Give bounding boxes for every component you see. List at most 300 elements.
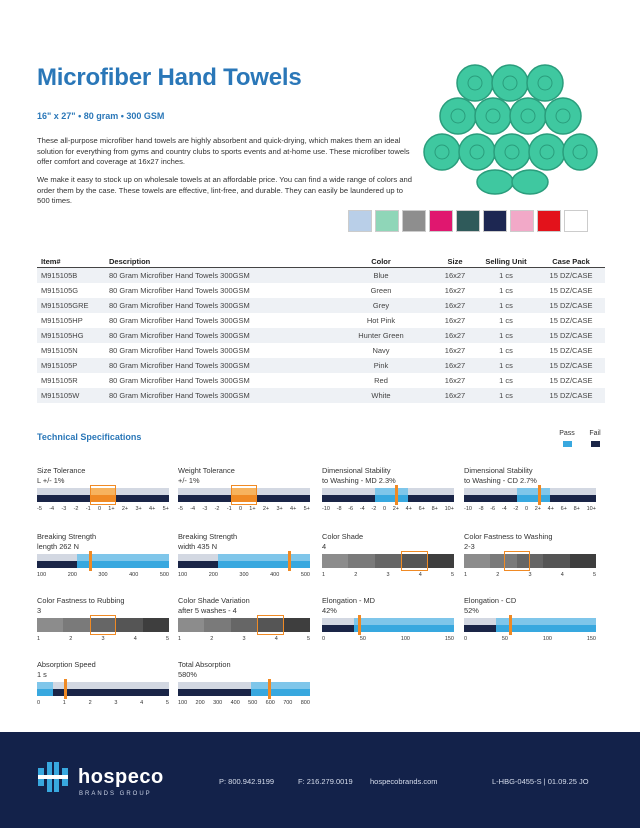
table-cell: 15 DZ/CASE [549,286,593,295]
bar-segment [218,554,310,568]
table-cell: 15 DZ/CASE [549,316,593,325]
spec-ticks [37,700,169,706]
tick-label: 2 [88,700,92,706]
tick-label: -6 [348,506,354,512]
tick-label: 1 [37,636,41,642]
bar-segment [354,618,454,632]
tick-label: 100 [542,636,552,642]
bar-segment [116,488,169,502]
tick-label: 5+ [303,506,310,512]
tick-label: 0 [382,506,387,512]
table-row [37,373,605,388]
tick-label: 150 [586,636,596,642]
bar-segment [178,554,218,568]
bar-segment [375,554,401,568]
value-marker [395,485,398,505]
spec-bar [464,618,596,632]
tick-label: 300 [98,572,108,578]
bar-segment [116,618,142,632]
spec-ticks [322,636,454,642]
bar-segment [517,488,550,502]
color-swatch [564,210,588,232]
tick-label: 4+ [547,506,554,512]
tick-label: 1 [464,572,468,578]
brand-subtitle: BRANDS GROUP [79,791,152,797]
tick-label: -4 [190,506,196,512]
bar-segment [63,618,89,632]
bar-segment [570,554,596,568]
tick-label: 4 [274,636,278,642]
table-cell: 80 Gram Microfiber Hand Towels 300GSM [109,286,250,295]
spec-gauge [464,532,596,578]
tick-label: -5 [37,506,42,512]
spec-ticks [322,506,454,512]
brand-name: hospeco [78,766,164,788]
tick-label: 2 [496,572,500,578]
tick-label: 8+ [431,506,438,512]
column-header: Size [447,257,463,266]
table-cell: 15 DZ/CASE [549,301,593,310]
bar-segment [322,488,375,502]
table-cell: M915105HG [41,331,84,340]
table-row [37,388,605,403]
table-row [37,343,605,358]
color-swatch [537,210,561,232]
spec-gauge [178,532,310,578]
spec-label: Elongation - CD 52% [464,596,517,615]
spec-ticks [178,572,310,578]
table-cell: M915105R [41,376,78,385]
bar-segment [257,488,310,502]
table-row [37,283,605,298]
bar-segment [37,618,63,632]
table-cell: M915105HP [41,316,83,325]
table-cell: M915105W [41,391,80,400]
spec-ticks [322,572,454,578]
bar-segment [37,554,77,568]
table-cell: 80 Gram Microfiber Hand Towels 300GSM [109,361,250,370]
column-header: Case Pack [552,257,590,266]
color-swatch [375,210,399,232]
tick-label: 3 [101,636,105,642]
tick-label: 3+ [135,506,142,512]
spec-bar [37,618,169,632]
tick-label: -1 [226,506,232,512]
table-row [37,358,605,373]
column-header: Selling Unit [485,257,527,266]
tick-label: 2 [354,572,358,578]
spec-ticks [37,636,169,642]
tick-label: 6+ [560,506,567,512]
spec-ticks [178,506,310,512]
spec-gauge [322,596,454,642]
table-cell: Navy [372,346,390,355]
tick-label: 3+ [276,506,283,512]
tick-label: 1+ [249,506,256,512]
table-cell: M915105GRE [41,301,89,310]
table-cell: 1 cs [499,316,513,325]
tick-label: -10 [322,506,330,512]
bar-segment [53,682,169,696]
table-cell: 16x27 [444,301,466,310]
tick-label: 800 [300,700,310,706]
tick-label: 2+ [262,506,270,512]
table-cell: Hunter Green [358,331,404,340]
bar-segment [284,618,310,632]
tick-label: 500 [159,572,169,578]
towel-stack-image [420,60,598,195]
tick-label: 4 [560,572,564,578]
table-cell: 15 DZ/CASE [549,391,593,400]
spec-gauge [37,532,169,578]
tick-label: -1 [85,506,91,512]
bar-segment [231,618,257,632]
tick-label: 8+ [573,506,580,512]
footer [0,732,640,828]
spec-label: Absorption Speed 1 s [37,660,96,679]
color-swatch [429,210,453,232]
tick-label: 1 [62,700,66,706]
table-cell: 1 cs [499,376,513,385]
table-cell: M915105B [41,271,78,280]
legend-pass-swatch [563,441,572,447]
tick-label: 0 [97,506,101,512]
table-cell: White [371,391,391,400]
spec-ticks [464,636,596,642]
bar-segment [251,682,310,696]
footer-doc-code: L-HBG-0455-S | 01.09.25 JO [492,777,589,786]
color-swatch [510,210,534,232]
bar-segment [464,618,496,632]
tick-label: -8 [478,506,484,512]
tick-label: 4 [418,572,422,578]
tick-label: -2 [513,506,519,512]
bar-segment [178,488,231,502]
tick-label: 5 [165,636,169,642]
spec-bar [322,554,454,568]
spec-gauge [322,466,454,512]
spec-label: Breaking Strength length 262 N [37,532,97,551]
bar-segment [408,488,454,502]
bar-segment [375,488,408,502]
value-marker [358,615,361,635]
bar-segment [178,682,251,696]
tick-label: 0 [37,700,41,706]
color-swatch [483,210,507,232]
hospeco-logo-icon [38,762,68,792]
table-cell: 16x27 [444,391,466,400]
table-cell: 16x27 [444,271,466,280]
table-row [37,328,605,343]
tick-label: 700 [283,700,293,706]
tick-label: 100 [178,572,188,578]
value-highlight [90,615,116,635]
bar-segment [322,554,348,568]
bar-segment [550,488,596,502]
tick-label: 2 [69,636,73,642]
table-cell: 1 cs [499,286,513,295]
tick-label: 2+ [534,506,541,512]
page-title: Microfiber Hand Towels [37,64,302,91]
spec-label: Color Fastness to Rubbing 3 [37,596,125,615]
footer-fax: F: 216.279.0019 [298,777,353,786]
tick-label: 5 [450,572,454,578]
table-cell: 80 Gram Microfiber Hand Towels 300GSM [109,391,250,400]
tick-label: 300 [213,700,223,706]
spec-label: Breaking Strength width 435 N [178,532,238,551]
table-cell: 15 DZ/CASE [549,376,593,385]
table-cell: M915105P [41,361,78,370]
bar-segment [204,618,230,632]
color-swatch [348,210,372,232]
tick-label: 0 [322,636,326,642]
spec-bar [178,554,310,568]
tick-label: -10 [464,506,472,512]
spec-label: Weight Tolerance +/- 1% [178,466,235,485]
spec-ticks [37,506,169,512]
table-cell: 80 Gram Microfiber Hand Towels 300GSM [109,331,250,340]
table-row [37,268,605,283]
legend-fail [585,430,605,447]
tick-label: 3 [114,700,118,706]
tick-label: -2 [371,506,377,512]
spec-label: Color Shade Variation after 5 washes - 4 [178,596,250,615]
tick-label: 0 [464,636,468,642]
table-cell: 1 cs [499,361,513,370]
spec-bar [464,488,596,502]
tick-label: 50 [359,636,366,642]
tick-label: -6 [490,506,496,512]
table-cell: 1 cs [499,331,513,340]
table-cell: 16x27 [444,331,466,340]
spec-bar [464,554,596,568]
color-swatch [402,210,426,232]
tick-label: 400 [270,572,280,578]
value-marker [288,551,291,571]
table-cell: Pink [373,361,389,370]
tick-label: 100 [400,636,410,642]
value-marker [89,551,92,571]
table-cell: 16x27 [444,286,466,295]
tick-label: 4+ [149,506,156,512]
value-highlight [90,485,116,505]
tick-label: 3 [242,636,246,642]
column-header: Item# [41,257,61,266]
spec-ticks [464,572,596,578]
column-header: Color [371,257,391,266]
spec-bar [178,682,310,696]
value-marker [64,679,67,699]
table-cell: 80 Gram Microfiber Hand Towels 300GSM [109,301,250,310]
tick-label: 1+ [108,506,115,512]
bar-segment [464,554,490,568]
table-cell: 80 Gram Microfiber Hand Towels 300GSM [109,346,250,355]
legend-fail-label: Fail [589,430,601,437]
spec-gauge [322,532,454,578]
tick-label: 1 [178,636,182,642]
description-paragraph-2: We make it easy to stock up on wholesale towels at an affordable price. You can find a wide range of colors and order them by the case. These towels are effective, lint-free, and durable. They can easily be laundered up to 500 times. [37,175,412,205]
tick-label: 10+ [586,506,596,512]
tick-label: 400 [230,700,240,706]
tick-label: 4 [140,700,144,706]
value-highlight [401,551,427,571]
spec-gauge [178,466,310,512]
bar-segment [322,618,354,632]
table-cell: 80 Gram Microfiber Hand Towels 300GSM [109,376,250,385]
tick-label: 1 [322,572,326,578]
spec-label: Total Absorption 580% [178,660,231,679]
table-cell: 80 Gram Microfiber Hand Towels 300GSM [109,271,250,280]
table-header [37,256,605,268]
tick-label: -4 [49,506,55,512]
table-cell: Hot Pink [366,316,396,325]
tick-label: 4+ [405,506,412,512]
table-cell: Grey [372,301,390,310]
tick-label: 3 [386,572,390,578]
spec-label: Dimensional Stability to Washing - CD 2.7% [464,466,537,485]
spec-gauge [464,596,596,642]
tick-label: 100 [178,700,188,706]
color-swatch [456,210,480,232]
tick-label: 0 [238,506,242,512]
table-row [37,298,605,313]
table-cell: 15 DZ/CASE [549,361,593,370]
table-cell: M915105G [41,286,79,295]
value-marker [509,615,512,635]
tick-label: -3 [61,506,67,512]
value-highlight [231,485,257,505]
value-highlight [504,551,530,571]
bar-segment [37,682,53,696]
tick-label: 200 [208,572,218,578]
description-paragraph-1: These all-purpose microfiber hand towels are highly absorbent and quick-drying, which makes them an ideal solution for everything from gyms and country clubs to sports events and at-home use. These microfiber towels offer comfort and coverage at 16x27 inches. [37,136,410,166]
table-cell: 16x27 [444,316,466,325]
tick-label: 500 [300,572,310,578]
tick-label: 400 [129,572,139,578]
table-cell: 15 DZ/CASE [549,346,593,355]
tick-label: 6+ [418,506,425,512]
bar-segment [178,618,204,632]
tick-label: 200 [195,700,205,706]
table-cell: 1 cs [499,391,513,400]
tick-label: 2+ [392,506,399,512]
spec-bar [178,488,310,502]
spec-bar [322,618,454,632]
bar-segment [464,488,517,502]
spec-gauge [37,466,169,512]
bar-segment [37,488,90,502]
footer-phone: P: 800.942.9199 [219,777,275,786]
tick-label: 50 [501,636,508,642]
legend-pass [557,430,577,447]
spec-gauge [178,596,310,642]
tick-label: 3 [528,572,532,578]
table-cell: 15 DZ/CASE [549,331,593,340]
tick-label: 200 [67,572,77,578]
table-cell: M915105N [41,346,78,355]
spec-ticks [464,506,596,512]
bar-segment [543,554,569,568]
spec-label: Color Shade 4 [322,532,364,551]
table-cell: 80 Gram Microfiber Hand Towels 300GSM [109,316,250,325]
spec-bar [322,488,454,502]
spec-bar [37,488,169,502]
spec-bar [37,682,169,696]
table-cell: Green [370,286,392,295]
spec-label: Size Tolerance L +/- 1% [37,466,86,485]
table-cell: 1 cs [499,271,513,280]
color-swatches [348,210,588,232]
tick-label: 2 [210,636,214,642]
column-header: Description [109,257,151,266]
value-highlight [257,615,283,635]
tick-label: -4 [359,506,365,512]
spec-label: Dimensional Stability to Washing - MD 2.3% [322,466,396,485]
tick-label: 4+ [290,506,297,512]
tick-label: -2 [73,506,79,512]
table-cell: 16x27 [444,376,466,385]
value-marker [268,679,271,699]
tick-label: -2 [214,506,220,512]
table-cell: 16x27 [444,346,466,355]
tech-specs-title: Technical Specifications [37,432,142,442]
spec-label: Elongation - MD 42% [322,596,375,615]
tick-label: -4 [501,506,507,512]
tick-label: -8 [336,506,342,512]
spec-ticks [178,636,310,642]
tick-label: 150 [444,636,454,642]
table-cell: 16x27 [444,361,466,370]
tick-label: 300 [239,572,249,578]
tick-label: 10+ [444,506,454,512]
table-row [37,313,605,328]
table-cell: Red [374,376,388,385]
table-cell: 15 DZ/CASE [549,271,593,280]
tick-label: -5 [178,506,183,512]
spec-label: Color Fastness to Washing 2-3 [464,532,553,551]
footer-website[interactable]: hospecobrands.com [370,777,438,786]
tick-label: 500 [248,700,258,706]
tick-label: 4 [133,636,137,642]
spec-bar [37,554,169,568]
tick-label: 5 [592,572,596,578]
tick-label: 5+ [162,506,169,512]
bar-segment [143,618,169,632]
tick-label: 100 [37,572,47,578]
spec-ticks [37,572,169,578]
table-cell: 1 cs [499,301,513,310]
spec-gauge [37,596,169,642]
product-table [37,256,605,403]
value-marker [538,485,541,505]
tick-label: 0 [524,506,529,512]
spec-gauge [37,660,169,706]
legend-fail-swatch [591,441,600,447]
tick-label: 5 [306,636,310,642]
spec-gauge [464,466,596,512]
tick-label: 5 [165,700,169,706]
spec-ticks [178,700,310,706]
tick-label: -3 [202,506,208,512]
bar-segment [348,554,374,568]
tick-label: 600 [265,700,275,706]
table-cell: Blue [373,271,389,280]
legend-pass-label: Pass [559,430,575,437]
spec-gauge [178,660,310,706]
bar-segment [428,554,454,568]
table-cell: 1 cs [499,346,513,355]
tick-label: 2+ [121,506,129,512]
